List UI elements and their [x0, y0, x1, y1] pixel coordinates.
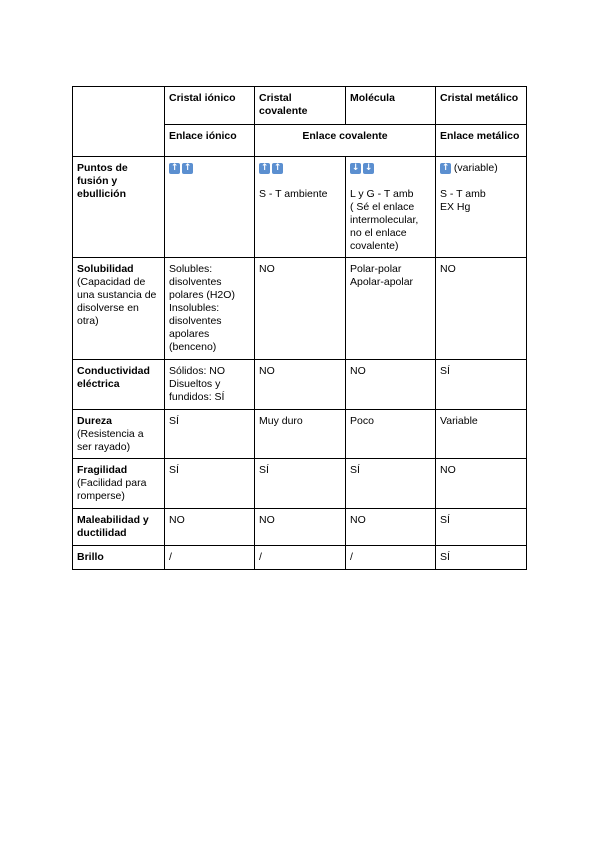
- cell-maleabilidad-molecula: NO: [346, 509, 436, 546]
- table-row: [73, 157, 527, 258]
- table-row: [73, 509, 527, 546]
- row-label-solubilidad: [73, 258, 165, 360]
- arrow-down-icon: ↓: [351, 162, 360, 173]
- cell-brillo-molecula: /: [346, 546, 436, 570]
- arrow-up-icon: ↑: [260, 162, 269, 173]
- cell-solubilidad-molecula: Polar-polar Apolar-apolar: [346, 258, 436, 360]
- bond-ionico: Enlace iónico: [165, 125, 255, 157]
- cell-dureza-molecula: Poco: [346, 410, 436, 459]
- cell-brillo-covalente: /: [255, 546, 346, 570]
- arrow-up-icon: ↑: [183, 162, 192, 173]
- table-row: [73, 410, 527, 459]
- arrow-down-icon: ↓: [364, 162, 373, 173]
- table-header-row: [73, 87, 527, 125]
- dureza-title: Dureza: [77, 415, 113, 427]
- cell-fragilidad-ionico: SÍ: [165, 459, 255, 509]
- arrow-up-icon: ↑: [441, 162, 450, 173]
- fusion-metalico-text: S - T amb EX Hg: [440, 188, 486, 213]
- fusion-covalente-text: S - T ambiente: [259, 188, 328, 200]
- cell-solubilidad-covalente: NO: [255, 258, 346, 360]
- row-label-conductividad: Conductividad eléctrica: [73, 360, 165, 410]
- properties-table: [72, 86, 527, 570]
- bond-metalico: Enlace metálico: [436, 125, 527, 157]
- arrow-up-icon: ↑: [170, 162, 179, 173]
- cell-fusion-ionico: [165, 157, 255, 258]
- row-label-fragilidad: [73, 459, 165, 509]
- cell-fusion-metalico: [436, 157, 527, 258]
- cell-maleabilidad-ionico: NO: [165, 509, 255, 546]
- table-row: [73, 546, 527, 570]
- fragilidad-title: Fragilidad: [77, 464, 128, 476]
- cell-dureza-metalico: Variable: [436, 410, 527, 459]
- cell-fusion-molecula: [346, 157, 436, 258]
- header-cristal-metalico: Cristal metálico: [436, 87, 527, 125]
- cell-conductividad-molecula: NO: [346, 360, 436, 410]
- header-cristal-covalente: Cristal covalente: [255, 87, 346, 125]
- corner-cell: [73, 87, 165, 157]
- cell-maleabilidad-metalico: SÍ: [436, 509, 527, 546]
- cell-maleabilidad-covalente: NO: [255, 509, 346, 546]
- row-label-fusion: Puntos de fusión y ebullición: [73, 157, 165, 258]
- cell-brillo-ionico: /: [165, 546, 255, 570]
- cell-brillo-metalico: SÍ: [436, 546, 527, 570]
- row-label-maleabilidad: Maleabilidad y ductilidad: [73, 509, 165, 546]
- cell-dureza-ionico: SÍ: [165, 410, 255, 459]
- table-row: [73, 360, 527, 410]
- header-molecula: Molécula: [346, 87, 436, 125]
- row-label-brillo: Brillo: [73, 546, 165, 570]
- cell-fusion-covalente: [255, 157, 346, 258]
- cell-solubilidad-metalico: NO: [436, 258, 527, 360]
- dureza-desc: (Resistencia a ser rayado): [77, 428, 144, 453]
- table-row: [73, 459, 527, 509]
- cell-fragilidad-molecula: SÍ: [346, 459, 436, 509]
- solubilidad-title: Solubilidad: [77, 263, 134, 275]
- bond-covalente: Enlace covalente: [255, 125, 436, 157]
- cell-conductividad-metalico: SÍ: [436, 360, 527, 410]
- solubilidad-desc: (Capacidad de una sustancia de disolverse en otra): [77, 276, 157, 327]
- fragilidad-desc: (Facilidad para romperse): [77, 477, 147, 502]
- fusion-molecula-text: L y G - T amb ( Sé el enlace intermolecular, no el enlace covalente): [350, 188, 419, 252]
- cell-dureza-covalente: Muy duro: [255, 410, 346, 459]
- header-cristal-ionico: Cristal iónico: [165, 87, 255, 125]
- arrow-up-icon: ↑: [273, 162, 282, 173]
- fusion-metalico-note: (variable): [453, 162, 498, 174]
- cell-fragilidad-metalico: NO: [436, 459, 527, 509]
- row-label-dureza: [73, 410, 165, 459]
- table-row: [73, 258, 527, 360]
- cell-fragilidad-covalente: SÍ: [255, 459, 346, 509]
- cell-solubilidad-ionico: Solubles: disolventes polares (H2O) Insolubles: disolventes apolares (benceno): [165, 258, 255, 360]
- cell-conductividad-ionico: Sólidos: NO Disueltos y fundidos: SÍ: [165, 360, 255, 410]
- cell-conductividad-covalente: NO: [255, 360, 346, 410]
